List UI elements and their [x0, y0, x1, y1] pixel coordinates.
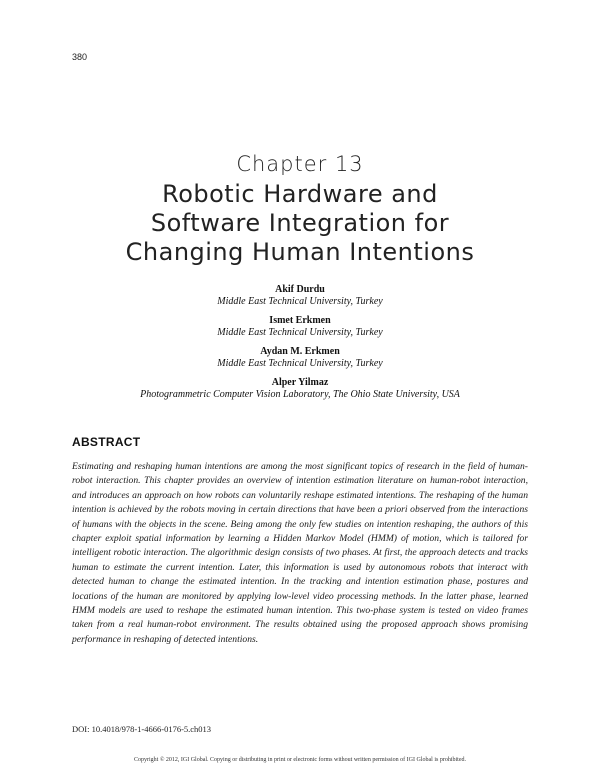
author-block	[0, 284, 600, 308]
chapter-title	[60, 180, 540, 267]
author-block	[0, 346, 600, 370]
author-block	[0, 377, 600, 401]
copyright-notice: Copyright © 2012, IGI Global. Copying or distributing in print or electronic forms without written permission of IGI Global is prohibited.	[133, 757, 466, 763]
author-name: Alper Yilmaz	[271, 377, 329, 388]
chapter-title-line: Robotic Hardware and	[162, 180, 438, 208]
author-block	[0, 315, 600, 339]
author-affiliation: Photogrammetric Computer Vision Laboratory, The Ohio State University, USA	[140, 389, 460, 400]
page-number: 380	[72, 52, 88, 62]
abstract-heading: ABSTRACT	[72, 435, 141, 449]
author-affiliation: Middle East Technical University, Turkey	[217, 327, 383, 338]
author-affiliation: Middle East Technical University, Turkey	[217, 358, 383, 369]
chapter-label: Chapter 13	[236, 152, 364, 176]
chapter-title-line: Software Integration for	[150, 209, 450, 237]
author-name: Aydan M. Erkmen	[260, 346, 340, 357]
author-name: Akif Durdu	[275, 284, 325, 295]
author-affiliation: Middle East Technical University, Turkey	[217, 296, 383, 307]
author-name: Ismet Erkmen	[269, 315, 331, 326]
chapter-title-line: Changing Human Intentions	[125, 238, 475, 266]
abstract-body: Estimating and reshaping human intentions are among the most significant topics of research in the field of human-robot interaction. This chapter provides an overview of intention estimation literature on human-robot interaction, and introduces an approach on how robots can voluntarily reshape estimated intentions. The reshaping of the human intention is achieved by the robots moving in certain directions that have been a priori observed from the interactions of humans with the objects in the scene. Being among the only few studies on intention reshaping, the authors of this chapter exploit spatial information by learning a Hidden Markov Model (HMM) of motion, which is tailored for intelligent robotic interaction. The algorithmic design consists of two phases. At first, the approach detects and tracks human to estimate the current intention. Later, this information is used by autonomous robots that interact with detected human to change the estimated intention. In the tracking and intention estimation phase, postures and locations of the human are monitored by applying low-level video processing methods. In the latter phase, learned HMM models are used to reshape the estimated human intention. This two-phase system is tested on video frames taken from a real human-robot environment. The results obtained using the proposed approach shows promising performance in reshaping of detected intentions.	[72, 461, 528, 645]
author-list	[0, 284, 600, 408]
doi: DOI: 10.4018/978-1-4666-0176-5.ch013	[72, 724, 212, 734]
